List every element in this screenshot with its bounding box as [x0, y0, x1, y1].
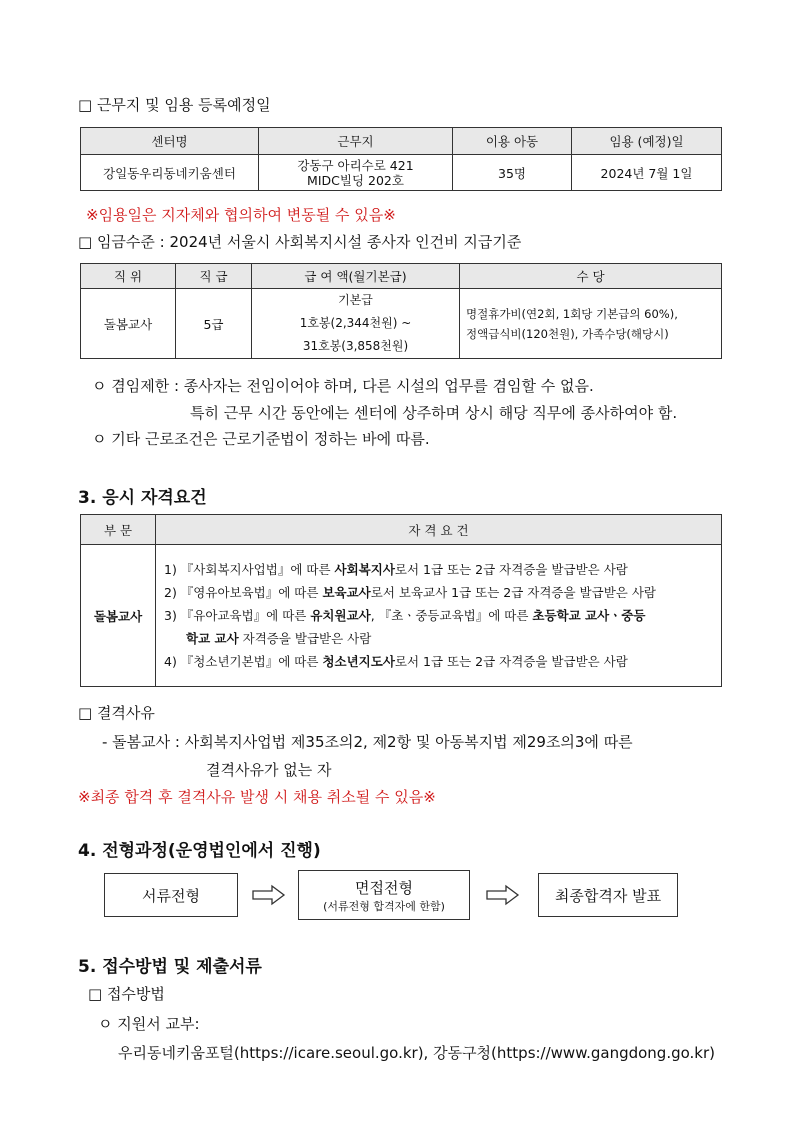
salary-max: 31호봉(3,858천원) [302, 339, 409, 353]
process-heading: 4. 전형과정(운영법인에서 진행) [78, 841, 321, 861]
step-final-announcement [538, 873, 678, 917]
col-center-name: 센터명 [81, 128, 259, 155]
concurrent-limit-note: ㅇ 겸임제한 : 종사자는 전임이어야 하며, 다른 시설의 업무를 겸임할 수 없음. [92, 377, 594, 395]
disqualification-line-2: 결격사유가 없는 자 [206, 761, 332, 779]
col-appoint-date: 임용 (예정)일 [572, 128, 722, 155]
arrow-right-icon [486, 884, 520, 906]
application-form-item: ㅇ 지원서 교부: [98, 1015, 200, 1033]
allowance-line-2: 정액급식비(120천원), 가족수당(해당시) [466, 326, 669, 341]
disqualification-title: □ 결격사유 [78, 704, 155, 722]
col-work-location: 근무지 [259, 128, 453, 155]
qualification-table [80, 514, 722, 687]
step-document-label: 서류전형 [142, 886, 200, 905]
salary-min: 1호봉(2,344천원) ~ [299, 316, 412, 330]
salary-value [252, 289, 460, 359]
requirement-item: 2) 『영유아보육법』에 따른 보육교사로서 보육교사 1급 또는 2급 자격증을 발급받은 사람 [164, 585, 656, 600]
disqualification-note: ※최종 합격 후 결격사유 발생 시 채용 취소될 수 있음※ [78, 788, 436, 806]
address-line-1: 강동구 아리수로 421 [297, 157, 414, 173]
col-department: 부 문 [81, 515, 156, 545]
allowance-value [460, 289, 722, 359]
children-count: 35명 [453, 155, 572, 191]
work-address [259, 155, 453, 191]
arrow-right-icon [252, 884, 286, 906]
other-conditions-note: ㅇ 기타 근로조건은 근로기준법이 정하는 바에 따름. [92, 430, 430, 448]
requirements-list [156, 545, 722, 687]
col-position: 직 위 [81, 264, 176, 289]
salary-base-label: 기본급 [338, 293, 373, 307]
department-value: 돌봄교사 [81, 545, 156, 687]
step-interview [298, 870, 470, 920]
col-requirements: 자 격 요 건 [156, 515, 722, 545]
col-allowance: 수 당 [460, 264, 722, 289]
requirement-item: 1) 『사회복지사업법』에 따른 사회복지사로서 1급 또는 2급 자격증을 발급받은 사람 [164, 562, 628, 577]
center-name: 강일동우리동네키움센터 [81, 155, 259, 191]
step-final-label: 최종합격자 발표 [554, 886, 662, 905]
step-document-screening [104, 873, 238, 917]
requirement-item-cont: 학교 교사 자격증을 발급받은 사람 [186, 631, 372, 646]
step-interview-label: 면접전형 [355, 878, 413, 897]
application-method-title: □ 접수방법 [88, 985, 165, 1003]
wage-title: □ 임금수준 : 2024년 서울시 사회복지시설 종사자 인건비 지급기준 [78, 233, 522, 251]
wage-table [80, 263, 722, 359]
concurrent-limit-note-2: 특히 근무 시간 동안에는 센터에 상주하며 상시 해당 직무에 종사하여야 함. [190, 404, 678, 422]
grade-value: 5급 [176, 289, 252, 359]
location-section-title: □ 근무지 및 임용 등록예정일 [78, 96, 271, 114]
address-line-2: MIDC빌딩 202호 [307, 172, 404, 188]
qualification-heading: 3. 응시 자격요건 [78, 488, 207, 508]
appoint-date-note: ※임용일은 지자체와 협의하여 변동될 수 있음※ [86, 206, 396, 224]
application-heading: 5. 접수방법 및 제출서류 [78, 957, 262, 977]
col-children: 이용 아동 [453, 128, 572, 155]
col-salary: 급 여 액(월기본급) [252, 264, 460, 289]
requirement-item: 4) 『청소년기본법』에 따른 청소년지도사로서 1급 또는 2급 자격증을 발급받은 사람 [164, 654, 628, 669]
col-grade: 직 급 [176, 264, 252, 289]
allowance-line-1: 명절휴가비(연2회, 1회당 기본급의 60%), [466, 306, 678, 321]
appoint-date: 2024년 7월 1일 [572, 155, 722, 191]
step-interview-sub: (서류전형 합격자에 한함) [323, 899, 445, 913]
position-value: 돌봄교사 [81, 289, 176, 359]
application-form-sites: 우리동네키움포털(https://icare.seoul.go.kr), 강동구청(https://www.gangdong.go.kr) [118, 1044, 716, 1062]
disqualification-line-1: - 돌봄교사 : 사회복지사업법 제35조의2, 제2항 및 아동복지법 제29조의3에 따른 [102, 733, 633, 751]
requirement-item: 3) 『유아교육법』에 따른 유치원교사, 『초ㆍ중등교육법』에 따른 초등학교 교사ㆍ중등 [164, 608, 646, 623]
location-table [80, 127, 722, 191]
